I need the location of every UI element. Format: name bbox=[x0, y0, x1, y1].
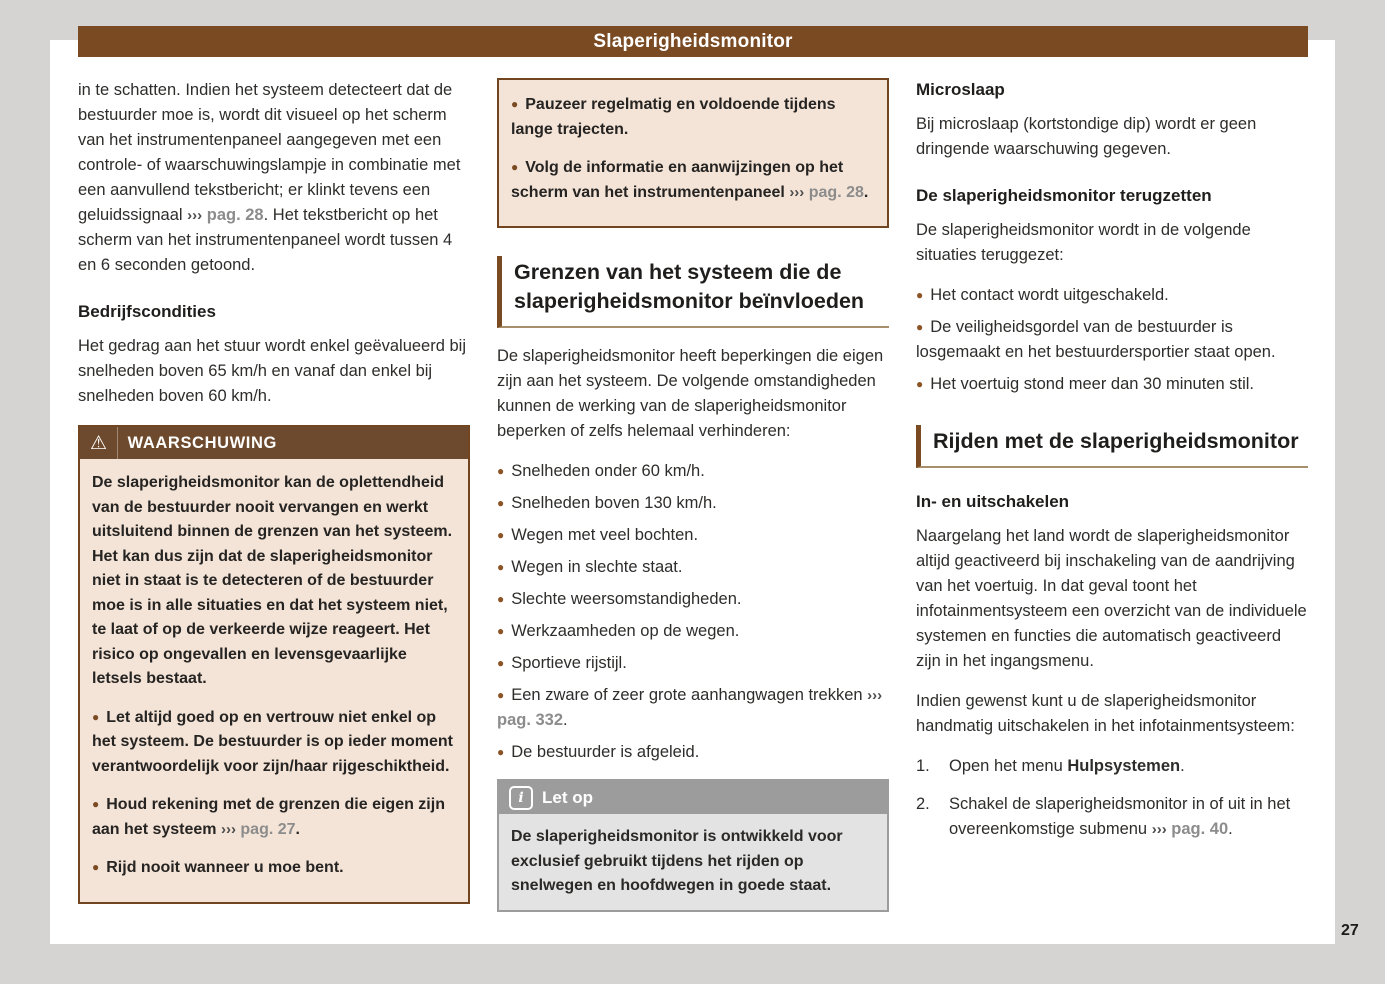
bullet-text: Houd rekening met de grenzen die eigen zijn aan het systeem bbox=[92, 796, 445, 838]
bullet-icon: ● bbox=[92, 860, 100, 874]
column-left bbox=[78, 78, 470, 912]
subsection-heading-microslaap: Microslaap bbox=[916, 80, 1005, 99]
bullet-icon: ● bbox=[497, 688, 505, 702]
page-title: Slaperigheidsmonitor bbox=[593, 30, 793, 52]
list-item bbox=[497, 523, 889, 548]
bullet-text: Snelheden boven 130 km/h. bbox=[511, 494, 717, 512]
xref-link[interactable] bbox=[187, 206, 263, 224]
list-item bbox=[497, 651, 889, 676]
bullet-text: De bestuurder is afgeleid. bbox=[511, 743, 700, 761]
paragraph-text: in te schatten. Indien het systeem detecteert dat de bestuurder moe is, wordt dit visueel op het scherm van het instrumentenpaneel aangegeven met een controle- of waarschuwingslampje in combinatie met een aanvullend tekstbericht; er klinkt tevens een geluidssignaal bbox=[78, 81, 461, 224]
warning-bullet bbox=[92, 705, 456, 780]
xref-link[interactable] bbox=[789, 184, 864, 201]
intro-paragraph bbox=[78, 78, 470, 278]
warning-bullet bbox=[92, 792, 456, 842]
bullet-icon: ● bbox=[497, 656, 505, 670]
column-right bbox=[916, 78, 1308, 912]
subsection-heading-bedrijfscondities: Bedrijfscondities bbox=[78, 302, 216, 321]
xref-page: pag. 27 bbox=[235, 820, 296, 838]
bullet-icon: ● bbox=[916, 377, 924, 391]
bullet-icon: ● bbox=[916, 320, 924, 334]
numbered-step bbox=[916, 754, 1308, 779]
bullet-icon: ● bbox=[497, 745, 505, 759]
bullet-text: . bbox=[863, 183, 869, 201]
list-item bbox=[916, 372, 1308, 397]
warning-bullet bbox=[511, 155, 875, 205]
bullet-text: Het contact wordt uitgeschakeld. bbox=[930, 286, 1169, 304]
bullet-icon: ● bbox=[511, 97, 519, 111]
menu-name: Hulpsystemen bbox=[1067, 757, 1181, 775]
step-text-part: . bbox=[1180, 757, 1185, 775]
xref-page: pag. 40 bbox=[1166, 820, 1229, 838]
section-heading-grenzen: Grenzen van het systeem die de slaperigheidsmonitor beïnvloeden bbox=[497, 256, 889, 328]
conditions-paragraph: Het gedrag aan het stuur wordt enkel geëvalueerd bij snelheden boven 65 km/h en vanaf dan enkel bij snelheden boven 60 km/h. bbox=[78, 337, 466, 405]
bullet-text: Snelheden onder 60 km/h. bbox=[511, 462, 705, 480]
bullet-icon: ● bbox=[497, 592, 505, 606]
page-number: 27 bbox=[1341, 922, 1359, 939]
step-text bbox=[949, 792, 1308, 842]
step-number: 2. bbox=[916, 795, 930, 813]
driving-paragraph-2: Indien gewenst kunt u de slaperigheidsmonitor handmatig uitschakelen in het infotainmentsysteem: bbox=[916, 692, 1295, 735]
note-box bbox=[497, 779, 889, 912]
xref-link[interactable] bbox=[1152, 820, 1228, 838]
note-label: Let op bbox=[542, 787, 593, 807]
bullet-icon: ● bbox=[916, 288, 924, 302]
bullet-text: . bbox=[563, 711, 568, 729]
list-item bbox=[497, 683, 889, 733]
note-header bbox=[499, 781, 887, 814]
list-item bbox=[497, 740, 889, 765]
bullet-icon: ● bbox=[511, 160, 519, 174]
reset-bullet-list bbox=[916, 283, 1308, 397]
bullet-text: Een zware of zeer grote aanhangwagen trekken bbox=[511, 686, 868, 704]
step-text bbox=[949, 754, 1308, 779]
bullet-text: Sportieve rijstijl. bbox=[511, 654, 627, 672]
header-divider bbox=[117, 427, 118, 459]
bullet-icon: ● bbox=[92, 709, 100, 724]
xref-arrow-icon: ››› bbox=[1151, 821, 1167, 838]
step-text-part: Schakel de slaperigheidsmonitor in of uit in het overeenkomstige submenu bbox=[949, 795, 1291, 838]
step-text-part: . bbox=[1228, 820, 1233, 838]
list-item bbox=[916, 315, 1308, 365]
step-text-part: Open het menu bbox=[949, 757, 1068, 775]
limits-bullet-list bbox=[497, 459, 889, 765]
bullet-text: Wegen met veel bochten. bbox=[511, 526, 699, 544]
numbered-steps bbox=[916, 754, 1308, 842]
warning-text: De slaperigheidsmonitor kan de oplettendheid van de bestuurder nooit vervangen en werkt uitsluitend binnen de grenzen van het systeem. Het kan dus zijn dat de slaperigheidsmonitor niet in staat is te detecteren of de bestuurder moe is in alle situaties en dat het systeem niet, te laat of op de verkeerde wijze reageert. Het risico op ongevallen en levensgevaarlijke letsels bestaat. bbox=[92, 474, 453, 687]
bullet-icon: ● bbox=[497, 496, 505, 510]
subsection-heading-terugzetten: De slaperigheidsmonitor terugzetten bbox=[916, 186, 1212, 205]
list-item bbox=[497, 619, 889, 644]
warning-bullet bbox=[92, 855, 456, 881]
step-number: 1. bbox=[916, 757, 930, 775]
info-icon: i bbox=[509, 786, 533, 810]
chapter-title-bar bbox=[78, 26, 1308, 57]
warning-box bbox=[78, 425, 470, 904]
bullet-icon: ● bbox=[497, 528, 505, 542]
content-columns bbox=[78, 78, 1308, 912]
warning-label: WAARSCHUWING bbox=[127, 433, 277, 452]
xref-page: pag. 28 bbox=[202, 206, 264, 224]
list-item bbox=[497, 459, 889, 484]
warning-box-continuation bbox=[497, 78, 889, 228]
bullet-text: Werkzaamheden op de wegen. bbox=[511, 622, 740, 640]
xref-arrow-icon: ››› bbox=[867, 687, 883, 704]
column-middle bbox=[497, 78, 889, 912]
bullet-icon: ● bbox=[497, 560, 505, 574]
bullet-text: . bbox=[295, 820, 300, 838]
warning-body bbox=[80, 459, 468, 902]
xref-page: pag. 332 bbox=[497, 711, 564, 729]
xref-link[interactable] bbox=[221, 821, 296, 838]
note-text: De slaperigheidsmonitor is ontwikkeld voor exclusief gebruikt tijdens het rijden op snelwegen en hoofdwegen in goede staat. bbox=[511, 828, 843, 894]
bullet-icon: ● bbox=[92, 797, 100, 811]
subsection-heading-inuitschakelen: In- en uitschakelen bbox=[916, 492, 1070, 511]
bullet-text: Slechte weersomstandigheden. bbox=[511, 590, 742, 608]
warning-body bbox=[499, 80, 887, 226]
bullet-text: Wegen in slechte staat. bbox=[511, 558, 683, 576]
xref-arrow-icon: ››› bbox=[789, 183, 805, 201]
bullet-text: Volg de informatie en aanwijzingen op het scherm van het instrumentenpaneel bbox=[511, 159, 844, 201]
bullet-text: Het voertuig stond meer dan 30 minuten stil. bbox=[930, 375, 1255, 393]
xref-arrow-icon: ››› bbox=[220, 820, 236, 838]
paragraph-text: . Het tekstbericht op het scherm van het instrumentenpaneel wordt tussen 4 en 6 seconden getoond. bbox=[78, 206, 453, 274]
bullet-icon: ● bbox=[497, 624, 505, 638]
numbered-step bbox=[916, 792, 1308, 842]
xref-page: pag. 28 bbox=[804, 183, 864, 201]
list-item bbox=[916, 283, 1308, 308]
bullet-icon: ● bbox=[497, 464, 505, 478]
microsleep-paragraph: Bij microslaap (kortstondige dip) wordt er geen dringende waarschuwing gegeven. bbox=[916, 115, 1257, 158]
warning-triangle-icon: ⚠ bbox=[90, 432, 108, 454]
list-item bbox=[497, 555, 889, 580]
bullet-text: De veiligheidsgordel van de bestuurder is losgemaakt en het bestuurdersportier staat open. bbox=[916, 318, 1276, 361]
list-item bbox=[497, 587, 889, 612]
list-item bbox=[497, 491, 889, 516]
warning-bullet bbox=[511, 92, 875, 142]
reset-intro-paragraph: De slaperigheidsmonitor wordt in de volgende situaties teruggezet: bbox=[916, 221, 1251, 264]
xref-arrow-icon: ››› bbox=[187, 207, 203, 224]
bullet-text: Let altijd goed op en vertrouw niet enkel op het systeem. De bestuurder is op ieder moment verantwoordelijk voor zijn/haar rijgeschiktheid. bbox=[92, 708, 453, 775]
section-heading-rijden: Rijden met de slaperigheidsmonitor bbox=[916, 425, 1308, 468]
driving-paragraph-1: Naargelang het land wordt de slaperigheidsmonitor altijd geactiveerd bij inschakeling van de aandrijving van het voertuig. In dat geval toont het infotainmentsysteem een overzicht van de individuele systemen en functies die automatisch geactiveerd zijn in het ingangsmenu. bbox=[916, 527, 1307, 670]
bullet-text: Rijd nooit wanneer u moe bent. bbox=[106, 859, 344, 876]
limits-intro-paragraph: De slaperigheidsmonitor heeft beperkingen die eigen zijn aan het systeem. De volgende omstandigheden kunnen de werking van de slaperigheidsmonitor beperken of zelfs helemaal verhinderen: bbox=[497, 347, 884, 440]
bullet-text: Pauzeer regelmatig en voldoende tijdens lange trajecten. bbox=[511, 96, 836, 138]
warning-header bbox=[80, 427, 468, 459]
